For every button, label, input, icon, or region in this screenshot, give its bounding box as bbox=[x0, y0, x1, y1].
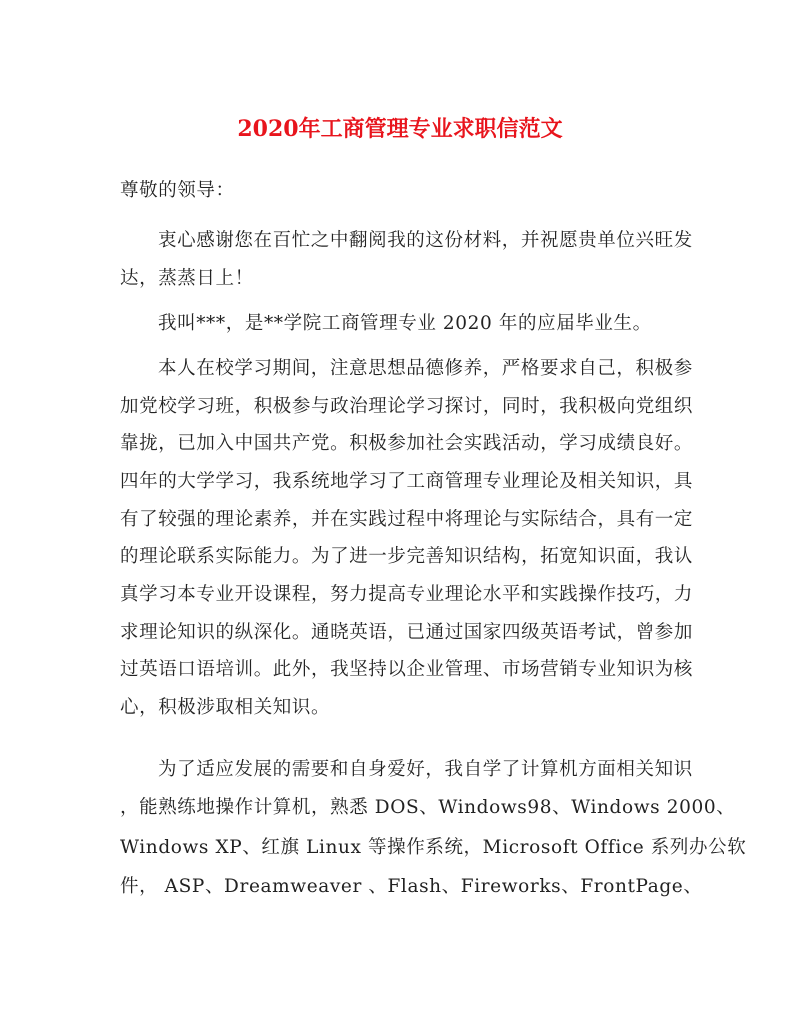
paragraph-line: 我叫***，是**学院工商管理专业 2020 年的应届毕业生。 bbox=[158, 313, 652, 334]
paragraph-line: 为了适应发展的需要和自身爱好，我自学了计算机方面相关知识 bbox=[158, 759, 693, 780]
paragraph-line: 的理论联系实际能力。为了进一步完善知识结构，拓宽知识面，我认 bbox=[120, 546, 694, 567]
paragraph-line: 过英语口语培训。此外，我坚持以企业管理、市场营销专业知识为核 bbox=[120, 659, 694, 680]
paragraph-line: 加党校学习班，积极参与政治理论学习探讨，同时，我积极向党组织 bbox=[120, 396, 694, 417]
paragraph-line: Windows XP、红旗 Linux 等操作系统，Microsoft Office 系列办公软 bbox=[120, 837, 747, 858]
paragraph-line: ，能熟练地操作计算机，熟悉 DOS、Windows98、Windows 2000、 bbox=[120, 797, 736, 818]
paragraph-line: 心，积极涉取相关知识。 bbox=[120, 697, 331, 718]
paragraph-line: 四年的大学学习，我系统地学习了工商管理专业理论及相关知识，具 bbox=[120, 471, 694, 492]
paragraph-line: 衷心感谢您在百忙之中翻阅我的这份材料，并祝愿贵单位兴旺发 bbox=[158, 230, 693, 251]
paragraph-line: 求理论知识的纵深化。通晓英语，已通过国家四级英语考试，曾参加 bbox=[120, 622, 694, 643]
paragraph-line: 件， ASP、Dreamweaver 、Flash、Fireworks、FrontPage、 bbox=[120, 876, 703, 897]
paragraph-line: 本人在校学习期间，注意思想品德修养，严格要求自己，积极参 bbox=[158, 358, 693, 379]
paragraph-line: 靠拢，已加入中国共产党。积极参加社会实践活动，学习成绩良好。 bbox=[120, 433, 694, 454]
paragraph-line: 真学习本专业开设课程，努力提高专业理论水平和实践操作技巧，力 bbox=[120, 584, 694, 605]
paragraph-line: 有了较强的理论素养，并在实践过程中将理论与实际结合，具有一定 bbox=[120, 509, 694, 530]
document-title: 2020年工商管理专业求职信范文 bbox=[237, 116, 563, 142]
salutation: 尊敬的领导： bbox=[120, 180, 235, 201]
paragraph-line: 达，蒸蒸日上！ bbox=[120, 268, 254, 289]
